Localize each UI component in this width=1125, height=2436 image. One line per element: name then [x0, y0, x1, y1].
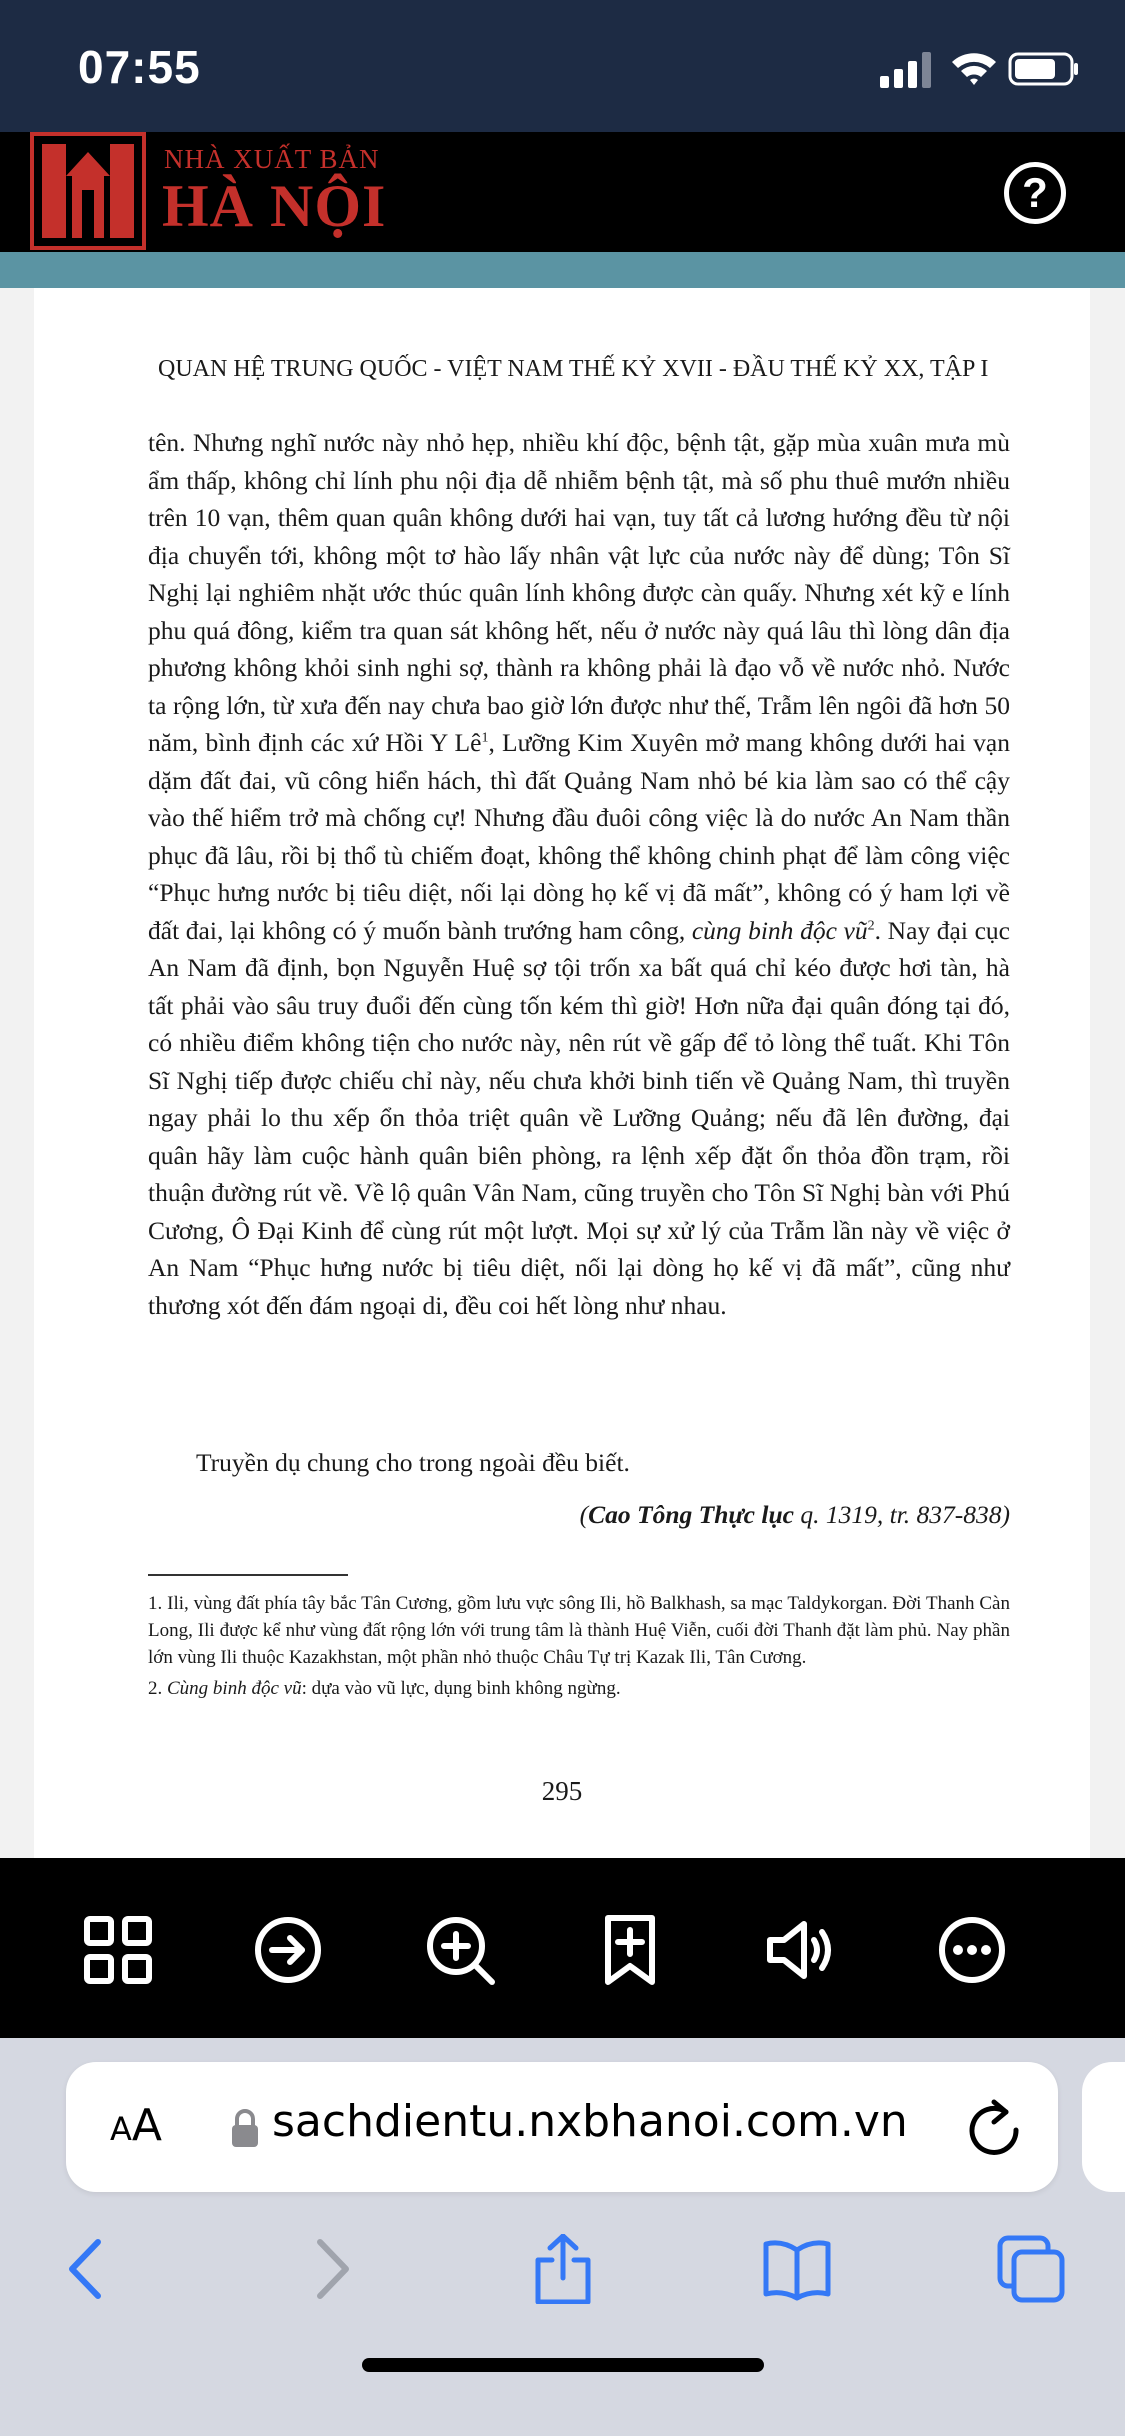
bookmarks-icon[interactable] — [762, 2234, 832, 2304]
more-icon[interactable] — [936, 1914, 1008, 1986]
publisher-header — [0, 132, 1125, 252]
page-frame — [0, 288, 1125, 1858]
lock-icon — [230, 2108, 260, 2148]
grid-icon[interactable] — [82, 1914, 154, 1986]
footnote-2-number: 2. — [148, 1678, 167, 1699]
closing-line: Truyền dụ chung cho trong ngoài đều biết. — [196, 1448, 630, 1477]
reload-icon[interactable] — [966, 2098, 1022, 2156]
publisher-logo-icon — [30, 132, 146, 250]
back-icon[interactable] — [52, 2234, 122, 2304]
footnote-2-text: : dựa vào vũ lực, dụng binh không ngừng. — [301, 1678, 621, 1699]
go-to-page-icon[interactable] — [252, 1914, 324, 1986]
text-size-small-a: A — [110, 2110, 132, 2148]
footnote-divider — [148, 1574, 348, 1576]
italic-phrase: cùng binh độc vũ — [691, 915, 868, 945]
footnote-2-term: Cùng binh độc vũ — [167, 1678, 302, 1699]
speaker-icon[interactable] — [764, 1914, 836, 1986]
reader-viewport[interactable] — [0, 252, 1125, 1858]
status-bar — [0, 0, 1125, 132]
cellular-signal-icon — [880, 52, 934, 88]
home-indicator[interactable] — [362, 2358, 764, 2372]
tabs-icon[interactable] — [996, 2234, 1066, 2304]
help-button[interactable]: ? — [1004, 162, 1066, 224]
publisher-name-main: HÀ NỘI — [162, 173, 387, 239]
forward-icon[interactable] — [296, 2234, 366, 2304]
publisher-name-top: NHÀ XUẤT BẢN — [164, 144, 380, 174]
footnote-ref-2[interactable]: 2 — [867, 918, 875, 933]
source-citation — [580, 1500, 1010, 1530]
battery-icon — [1008, 52, 1080, 86]
add-bookmark-icon[interactable] — [594, 1914, 666, 1986]
citation-open: ( — [579, 1500, 589, 1529]
text-size-large-a: A — [131, 2100, 162, 2151]
citation-title: Cao Tông Thực lục — [588, 1500, 794, 1529]
book-page — [34, 288, 1090, 1858]
url-text[interactable]: sachdientu.nxbhanoi.com.vn — [272, 2096, 908, 2147]
wifi-icon — [950, 48, 998, 86]
browser-chrome — [0, 2038, 1125, 2436]
zoom-in-icon[interactable] — [424, 1914, 496, 1986]
body-text-part-1: tên. Nhưng nghĩ nước này nhỏ hẹp, nhiều khí độc, bệnh tật, gặp mùa xuân mưa mù ẩm thấp, không chỉ lính phu nội địa dễ nhiễm bệnh tật, mà số phu thuê mướn nhiều trên 10 vạn, thêm quan quân không dưới hai vạn, tuy tất cả lương hướng đều từ nội địa chuyển tới, không một tơ hào lấy nhân vật lực của nước này để dùng; Tôn Sĩ Nghị lại nghiêm nhặt ước thúc quân lính không được càn quấy. Nhưng xét kỹ e lính phu quá đông, kiểm tra quan sát không hết, nếu ở nước này quá lâu thì lòng dân địa phương không khỏi sinh nghi sợ, thành ra không phải là đạo vỗ về nước nhỏ. Nước ta rộng lớn, từ xưa đến nay chưa bao giờ lớn được như thế, Trẫm lên ngôi đã hơn 50 năm, bình định các xứ Hồi Y Lê — [148, 428, 1010, 757]
running-header: QUAN HỆ TRUNG QUỐC - VIỆT NAM THẾ KỶ XVII - ĐẦU THẾ KỶ XX, TẬP I — [158, 356, 989, 382]
page-number: 295 — [541, 1776, 583, 1806]
citation-ref: q. 1319, tr. 837-838) — [793, 1500, 1010, 1529]
footnotes — [148, 1590, 1010, 1706]
next-tab-preview[interactable] — [1082, 2062, 1125, 2192]
text-size-button[interactable] — [110, 2100, 162, 2151]
reader-toolbar — [0, 1858, 1125, 2038]
share-icon[interactable] — [528, 2234, 598, 2304]
status-time: 07:55 — [78, 41, 201, 93]
footnote-1: 1. Ili, vùng đất phía tây bắc Tân Cương, gồm lưu vực sông Ili, hồ Balkhash, sa mạc Taldykorgan. Đời Thanh Càn Long, Ili được kể như vùng đất rộng lớn với trung tâm là thành Huệ Viễn, cuối đời Thanh đặt làm phủ. Nay phần lớn vùng Ili thuộc Kazakhstan, một phần nhỏ thuộc Châu Tự trị Kazak Ili, Tân Cương. — [148, 1593, 1010, 1668]
body-text-part-3: . Nay đại cục An Nam đã định, bọn Nguyễn Huệ sợ tội trốn xa bất quá chỉ kéo được hơi tàn, hà tất phải vào sâu truy đuổi đến cùng tốn kém thì giờ! Hơn nữa đại quân đóng tại đó, có nhiều điểm không tiện cho nước này, nên rút về gấp để tỏ lòng thể tuất. Khi Tôn Sĩ Nghị tiếp được chiếu chỉ này, nếu chưa khởi binh tiến về Quảng Nam, thì truyền ngay phải lo thu xếp ổn thỏa triệt quân về Lưỡng Quảng; nếu đã lên đường, đại quân hãy làm cuộc hành quân biên phòng, ra lệnh xếp đặt ổn thỏa đồn trạm, rồi thuận đường rút về. Về lộ quân Vân Nam, cũng truyền cho Tôn Sĩ Nghị bàn với Phú Cương, Ô Đại Kinh để cùng rút một lượt. Mọi sự xử lý của Trẫm lần này về việc ở An Nam “Phục hưng nước bị tiêu diệt, nối lại dòng họ kế vị đã mất”, cũng như thương xót đến đám ngoại di, đều coi hết lòng như nhau. — [148, 915, 1010, 1320]
address-bar[interactable] — [66, 2062, 1058, 2192]
page-body-text — [148, 424, 1010, 1324]
body-text-part-2: , Lưỡng Kim Xuyên mở mang không dưới hai vạn dặm đất đai, vũ công hiển hách, thì đất Quảng Nam nhỏ bé kia làm sao có thể cậy vào thế hiểm trở mà chống cự! Nhưng đầu đuôi công việc là do nước An Nam thần phục đã lâu, rồi bị thổ tù chiếm đoạt, không thể không chinh phạt để làm công việc “Phục hưng nước bị tiêu diệt, nối lại dòng họ kế vị đã mất”, không có ý ham lợi về đất đai, lại không có ý muốn bành trướng ham công, — [148, 728, 1010, 945]
footnote-2 — [148, 1675, 1010, 1702]
footnote-ref-1[interactable]: 1 — [481, 730, 489, 746]
